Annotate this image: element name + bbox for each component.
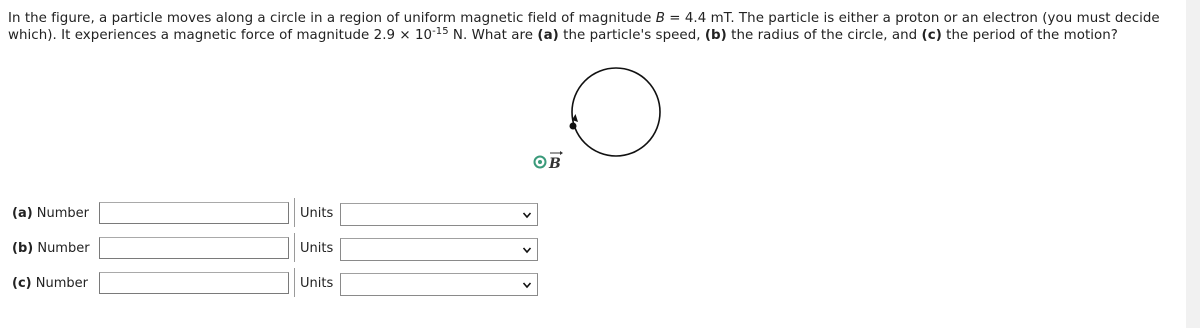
units-box-a (294, 198, 337, 227)
number-input-c[interactable] (99, 272, 289, 294)
question-part-5: the radius of the circle, and (726, 28, 922, 43)
question-part-4: the particle's speed, (558, 28, 705, 43)
part-a-ref: (a) (537, 28, 559, 43)
question-part-3: N. What are (448, 28, 538, 43)
particle-orbit (572, 68, 660, 156)
row-label-c: (c) Number (12, 276, 88, 291)
units-label-a: Units (300, 206, 334, 221)
units-select-c[interactable] (340, 273, 538, 296)
chevron-down-icon (522, 245, 532, 255)
units-label-c: Units (300, 276, 334, 291)
units-box-c (294, 268, 337, 297)
row-label-a: (a) Number (12, 206, 90, 221)
field-label: B (549, 156, 561, 172)
field-symbol-icon (535, 157, 546, 168)
exponent: -15 (432, 26, 449, 37)
question-part-1: In the figure, a particle moves along a circle in a region of uniform magnetic field of magnitude (8, 11, 656, 26)
question-part-6: the period of the motion? (941, 28, 1118, 43)
part-c-ref: (c) (921, 28, 942, 43)
number-input-b[interactable] (99, 237, 289, 259)
units-label-b: Units (300, 241, 334, 256)
particle-circle-figure (530, 65, 670, 175)
number-input-a[interactable] (99, 202, 289, 224)
chevron-down-icon (522, 210, 532, 220)
question-text (8, 10, 1186, 44)
question-part-2: = 4.4 mT. The particle is either a proton or an electron (you must decide which). It experiences a magnetic force of magnitude 2.9 × 10 (8, 11, 1160, 43)
chevron-down-icon (522, 280, 532, 290)
b-symbol: B (655, 11, 665, 26)
part-b-ref: (b) (704, 28, 727, 43)
particle-dot (570, 123, 577, 130)
units-select-b[interactable] (340, 238, 538, 261)
units-select-a[interactable] (340, 203, 538, 226)
vector-arrow-head (560, 151, 563, 155)
row-label-b: (b) Number (12, 241, 90, 256)
scrollbar[interactable] (1186, 0, 1200, 328)
units-box-b (294, 233, 337, 262)
